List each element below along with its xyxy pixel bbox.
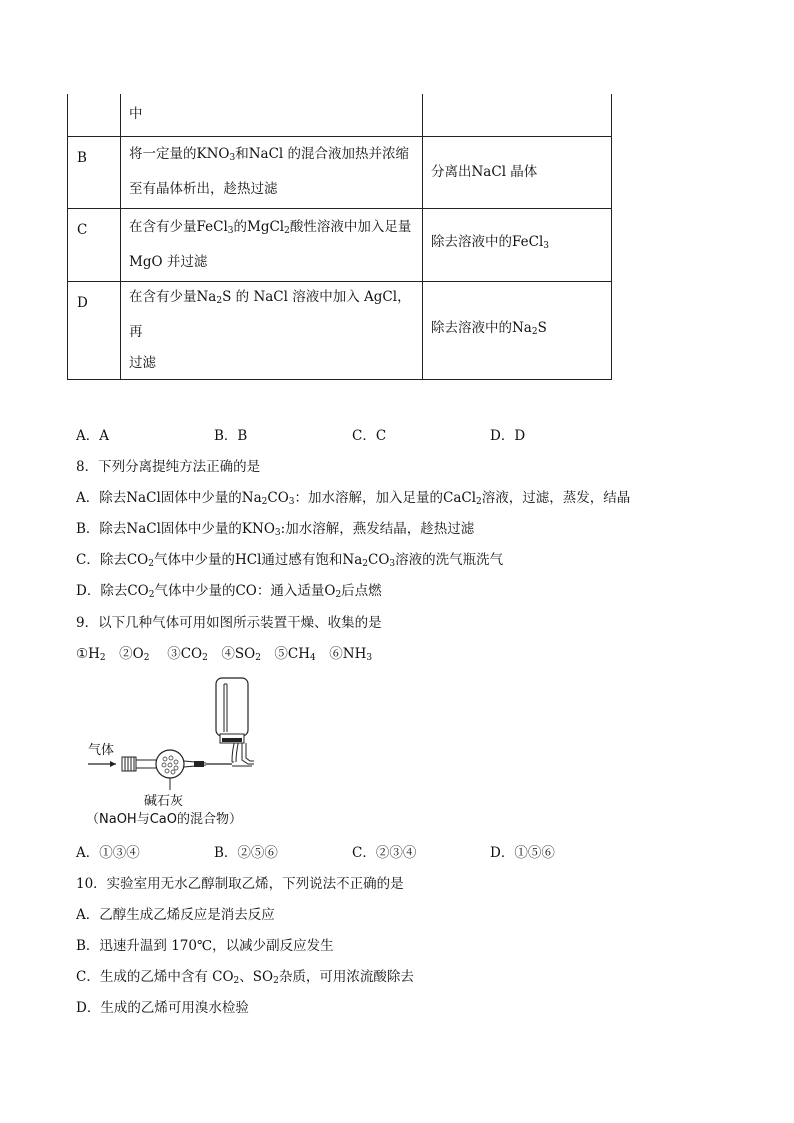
- q9-choice-d[interactable]: D．①⑤⑥: [490, 845, 555, 861]
- q7-choice-b[interactable]: B．B: [214, 428, 248, 444]
- q9-choice-a[interactable]: A．①③④: [76, 845, 140, 861]
- q10-option-d[interactable]: D．生成的乙烯可用溴水检验: [76, 1000, 249, 1016]
- q9-stem: 9．以下几种气体可用如图所示装置干燥、收集的是: [76, 615, 382, 631]
- table-row: [68, 208, 612, 281]
- row-operation: 将一定量的$KNO_3$和NaCl 的混合液加热并浓缩 至有晶体析出，趁热过滤: [121, 136, 423, 208]
- q10-option-c[interactable]: C．生成的乙烯中含有 $CO_2$、$SO_2$杂质，可用浓流酸除去: [76, 969, 414, 986]
- row-operation: 在含有少量$Na_2S$ 的 NaCl 溶液中加入 AgCl，再 过滤: [121, 281, 423, 379]
- q9-choice-b[interactable]: B．②⑤⑥: [214, 845, 278, 861]
- row-purpose: 除去溶液中的$Na_2S$: [423, 281, 612, 379]
- table-row: [68, 136, 612, 208]
- table-row: [68, 94, 612, 136]
- q9-gases: $①H_2$ $②O_2$ $③CO_2$ $④SO_2$ $⑤CH_4$ $⑥NH_3$: [76, 646, 373, 663]
- row-purpose: 分离出NaCl 晶体: [423, 136, 612, 208]
- options-table: [67, 94, 612, 380]
- gas-label: 气体: [88, 743, 115, 758]
- q7-choice-a[interactable]: A．A: [76, 428, 109, 444]
- q7-choice-c[interactable]: C．C: [352, 428, 387, 444]
- table-row: [68, 281, 612, 379]
- q9-choice-c[interactable]: C．②③④: [352, 845, 417, 861]
- row-purpose: 除去溶液中的FeCl$_3$: [423, 208, 612, 281]
- reagent-label: 碱石灰: [144, 794, 184, 809]
- q8-option-b[interactable]: B．除去NaCl固体中少量的$KNO_3$:加水溶解，燕发结晶，趁热过滤: [76, 521, 475, 538]
- row-label: D: [68, 281, 121, 379]
- row-label: B: [68, 136, 121, 208]
- q8-stem: 8．下列分离提纯方法正确的是: [76, 459, 261, 475]
- row-operation: 中: [121, 94, 423, 136]
- row-operation: 在含有少量FeCl$_3$的MgCl$_2$酸性溶液中加入足量 MgO 并过滤: [121, 208, 423, 281]
- q8-option-d[interactable]: D．除去$CO_2$气体中少量的CO：通入适量$O_2$后点燃: [76, 583, 382, 600]
- reagent-note: （NaOH与CaO的混合物）: [86, 812, 242, 827]
- q10-option-b[interactable]: B．迅速升温到 170℃，以减少副反应发生: [76, 938, 334, 954]
- row-label: [68, 94, 121, 136]
- row-purpose: [423, 94, 612, 136]
- q8-option-c[interactable]: C．除去$CO_2$气体中少量的HCl通过感有饱和$Na_2CO_3$溶液的洗气瓶洗气: [76, 552, 504, 569]
- q7-choice-d[interactable]: D．D: [490, 428, 526, 444]
- q10-option-a[interactable]: A．乙醇生成乙烯反应是消去反应: [76, 907, 275, 923]
- q8-option-a[interactable]: A．除去NaCl固体中少量的$Na_2CO_3$：加水溶解，加入足量的CaCl$_2$溶液，过滤，蒸发，结晶: [76, 490, 631, 507]
- row-label: C: [68, 208, 121, 281]
- q10-stem: 10．实验室用无水乙醇制取乙烯，下列说法不正确的是: [76, 876, 404, 892]
